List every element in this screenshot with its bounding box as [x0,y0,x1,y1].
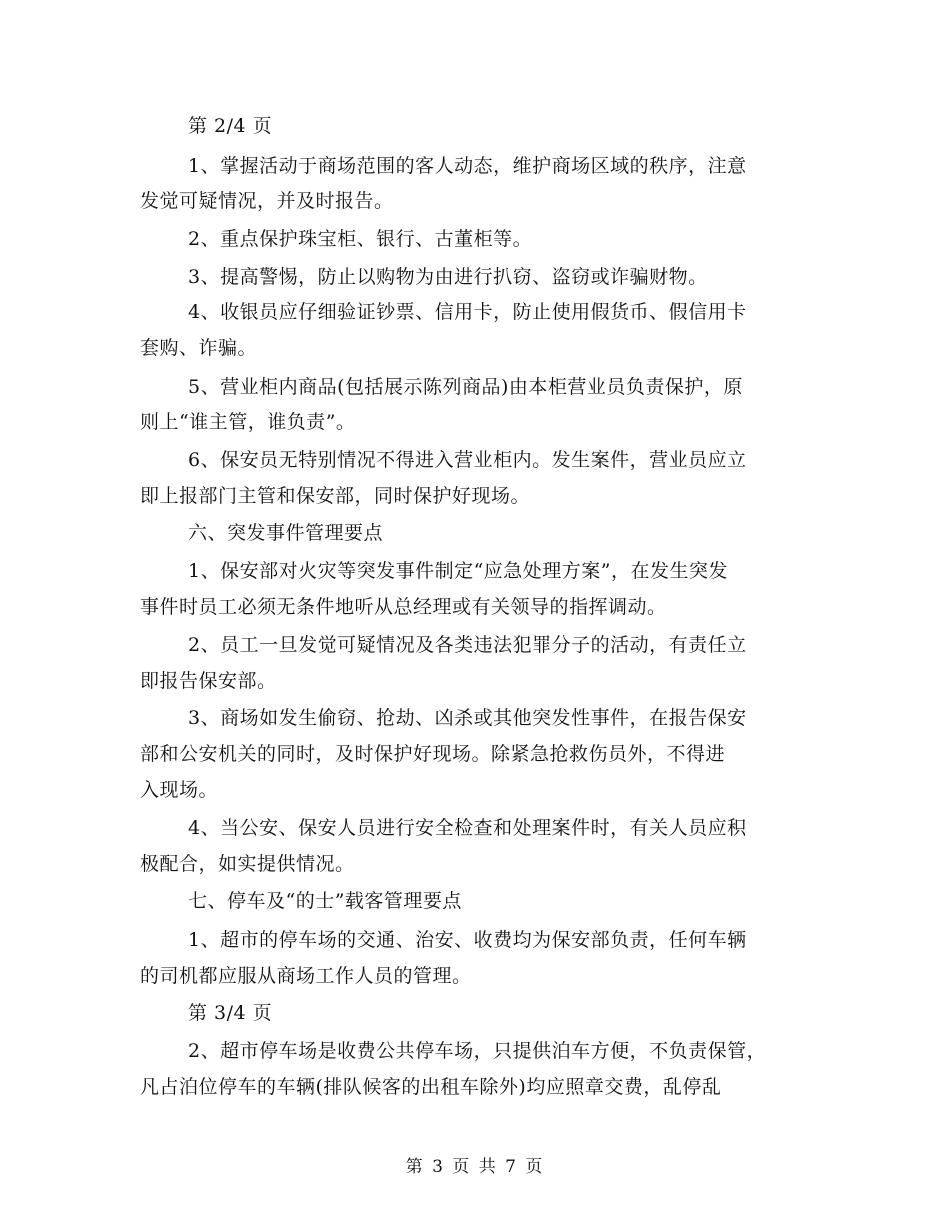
paragraph-line: 则上“谁主管，谁负责”。 [140,411,356,433]
paragraph-line: 2、重点保护珠宝柜、银行、古董柜等。 [188,228,533,250]
section-heading: 七、停车及“的士”载客管理要点 [188,890,462,912]
paragraph-line: 3、提高警惕，防止以购物为由进行扒窃、盗窃或诈骗财物。 [188,266,708,288]
paragraph-line: 的司机都应服从商场工作人员的管理。 [140,965,472,987]
page-marker: 第 2/4 页 [188,115,273,137]
paragraph-line: 即报告保安部。 [140,670,277,692]
paragraph-line: 即上报部门主管和保安部，同时保护好现场。 [140,485,531,507]
paragraph-line: 极配合，如实提供情况。 [140,853,355,875]
paragraph-line: 4、收银员应仔细验证钞票、信用卡，防止使用假货币、假信用卡 [188,301,747,323]
paragraph-line: 2、员工一旦发觉可疑情况及各类违法犯罪分子的活动，有责任立 [188,634,747,656]
paragraph-line: 2、超市停车场是收费公共停车场，只提供泊车方便，不负责保管， [188,1040,767,1062]
paragraph-line: 套购、诈骗。 [140,337,258,359]
paragraph-line: 1、超市的停车场的交通、治安、收费均为保安部负责，任何车辆 [188,929,747,951]
paragraph-line: 6、保安员无特别情况不得进入营业柜内。发生案件，营业员应立 [188,449,747,471]
paragraph-line: 3、商场如发生偷窃、抢劫、凶杀或其他突发性事件，在报告保安 [188,707,747,729]
paragraph-line: 事件时员工必须无条件地听从总经理或有关领导的指挥调动。 [140,596,667,618]
paragraph-line: 凡占泊位停车的车辆(排队候客的出租车除外)均应照章交费，乱停乱 [140,1076,722,1098]
paragraph-line: 5、营业柜内商品(包括展示陈列商品)由本柜营业员负责保护，原 [188,376,743,398]
paragraph-line: 4、当公安、保安人员进行安全检查和处理案件时，有关人员应积 [188,817,747,839]
paragraph-line: 1、保安部对火灾等突发事件制定“应急处理方案”，在发生突发 [188,560,729,582]
paragraph-line: 发觉可疑情况，并及时报告。 [140,190,394,212]
paragraph-line: 入现场。 [140,779,219,801]
section-heading: 六、突发事件管理要点 [188,522,384,544]
page-footer: 第 3 页 共 7 页 [405,1157,545,1177]
paragraph-line: 部和公安机关的同时，及时保护好现场。除紧急抢救伤员外，不得进 [140,743,726,765]
page-marker: 第 3/4 页 [188,1002,273,1024]
paragraph-line: 1、掌握活动于商场范围的客人动态，维护商场区域的秩序，注意 [188,155,747,177]
